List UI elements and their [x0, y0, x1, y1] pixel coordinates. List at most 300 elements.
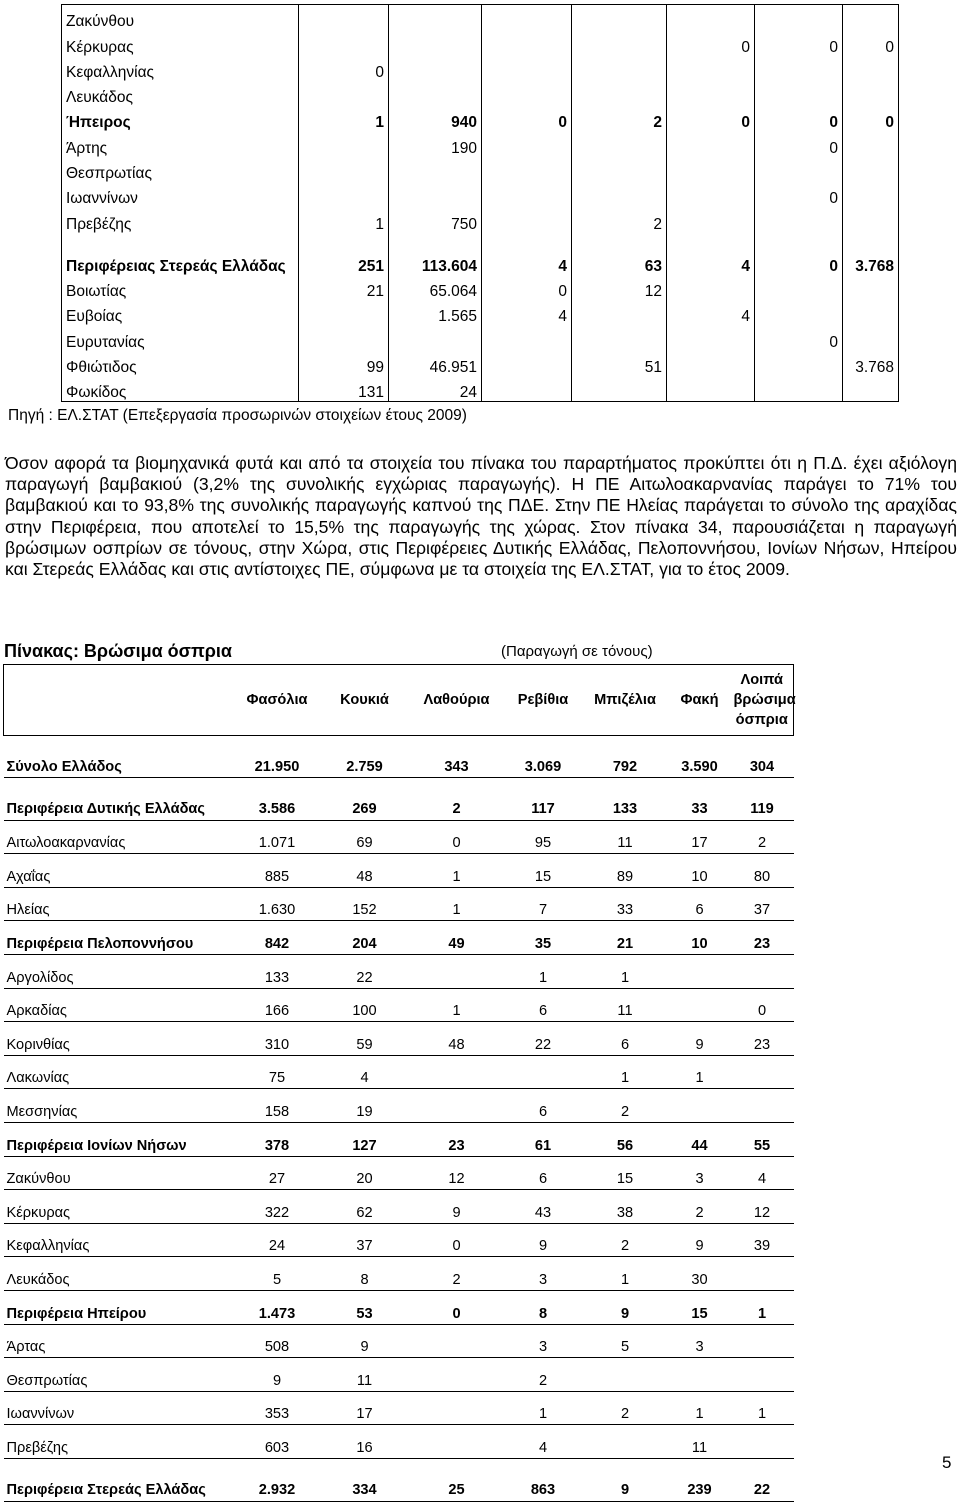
table-cell: 21: [582, 921, 669, 955]
table-cell: 15: [505, 854, 582, 888]
table-row: [62, 233, 899, 275]
table-cell: 3.069: [505, 744, 582, 777]
table-cell: 15: [669, 1290, 731, 1324]
table-cell: 23: [409, 1122, 505, 1156]
table-cell: 17: [669, 820, 731, 854]
table-cell: 9: [409, 1190, 505, 1224]
table-cell: 0: [482, 275, 572, 300]
table-cell: 99: [299, 351, 389, 376]
table-row: [4, 887, 794, 921]
table-cell: [667, 275, 755, 300]
table-cell: [389, 56, 482, 81]
row-label: Περιφέρεια Δυτικής Ελλάδας: [4, 777, 234, 820]
row-label: Λευκάδος: [4, 1257, 234, 1291]
table-row: [4, 1425, 794, 1459]
table-row: [62, 157, 899, 182]
header-cell: [4, 665, 234, 736]
row-label: Ευρυτανίας: [62, 325, 299, 350]
table-cell: [667, 325, 755, 350]
table-cell: 27: [234, 1156, 321, 1190]
table-cell: [843, 182, 899, 207]
table-cell: 23: [731, 921, 794, 955]
table-row: [62, 275, 899, 300]
table-cell: [389, 30, 482, 55]
table-cell: [572, 5, 667, 31]
table-cell: 2: [505, 1358, 582, 1392]
row-label: Αχαΐας: [4, 854, 234, 888]
table-cell: 11: [582, 988, 669, 1022]
table-cell: 48: [409, 1022, 505, 1056]
table-cell: 4: [667, 300, 755, 325]
table-cell: 1: [731, 1391, 794, 1425]
row-label: Ζακύνθου: [62, 5, 299, 31]
table-cell: [482, 351, 572, 376]
table-cell: 12: [409, 1156, 505, 1190]
table-cell: 1: [409, 988, 505, 1022]
row-label: Μεσσηνίας: [4, 1089, 234, 1123]
table-cell: 2: [582, 1391, 669, 1425]
row-label: Λευκάδος: [62, 81, 299, 106]
table-cell: [731, 1324, 794, 1358]
table-row: [62, 56, 899, 81]
table-cell: 133: [234, 954, 321, 988]
table-cell: 1: [299, 106, 389, 131]
table-cell: 1: [731, 1290, 794, 1324]
table-cell: 24: [234, 1223, 321, 1257]
table-cell: [299, 157, 389, 182]
table-cell: 16: [321, 1425, 409, 1459]
table-cell: 0: [755, 233, 843, 275]
table-cell: 5: [582, 1324, 669, 1358]
row-label: Πρεβέζης: [62, 207, 299, 232]
table-cell: [843, 5, 899, 31]
table-cell: 0: [843, 30, 899, 55]
table-cell: 39: [731, 1223, 794, 1257]
table-cell: 3.768: [843, 351, 899, 376]
table-row: [4, 854, 794, 888]
table-cell: 35: [505, 921, 582, 955]
table-row: [4, 1122, 794, 1156]
table-cell: [667, 207, 755, 232]
row-label: Άρτας: [4, 1324, 234, 1358]
table-cell: 19: [321, 1089, 409, 1123]
table-cell: 8: [505, 1290, 582, 1324]
table-cell: 603: [234, 1425, 321, 1459]
table-cell: 0: [299, 56, 389, 81]
table-row: [4, 1257, 794, 1291]
table-cell: 6: [505, 1089, 582, 1123]
table-cell: [409, 1391, 505, 1425]
table-cell: [409, 1089, 505, 1123]
table-cell: 3.768: [843, 233, 899, 275]
table-cell: 1.071: [234, 820, 321, 854]
row-label: Πρεβέζης: [4, 1425, 234, 1459]
table-cell: 46.951: [389, 351, 482, 376]
table-row: [4, 1290, 794, 1324]
header-cell: Φακή: [669, 665, 731, 736]
table-row: [4, 1022, 794, 1056]
table-cell: 1: [299, 207, 389, 232]
table-cell: 2.759: [321, 744, 409, 777]
table-cell: [482, 81, 572, 106]
table-cell: 95: [505, 820, 582, 854]
table-cell: 7: [505, 887, 582, 921]
table-cell: [843, 56, 899, 81]
table-cell: 2: [669, 1190, 731, 1224]
row-label: Λακωνίας: [4, 1055, 234, 1089]
table-cell: [572, 325, 667, 350]
table-cell: 0: [843, 106, 899, 131]
table-row: [4, 1391, 794, 1425]
table-cell: 3.586: [234, 777, 321, 820]
table-cell: 4: [482, 233, 572, 275]
table-cell: 9: [234, 1358, 321, 1392]
table-row: [62, 351, 899, 376]
table-cell: 3: [505, 1324, 582, 1358]
table-cell: [409, 1055, 505, 1089]
table-cell: 33: [669, 777, 731, 820]
table-cell: 0: [755, 30, 843, 55]
table-cell: 1.630: [234, 887, 321, 921]
table-cell: 24: [389, 376, 482, 402]
table-cell: [755, 157, 843, 182]
table-cell: 11: [321, 1358, 409, 1392]
table-cell: 4: [731, 1156, 794, 1190]
table-cell: [482, 157, 572, 182]
table-cell: 33: [582, 887, 669, 921]
table-cell: 100: [321, 988, 409, 1022]
table-cell: [843, 275, 899, 300]
table-row: [62, 30, 899, 55]
row-label: Κεφαλληνίας: [4, 1223, 234, 1257]
table-cell: 59: [321, 1022, 409, 1056]
table-cell: 310: [234, 1022, 321, 1056]
table-cell: 22: [321, 954, 409, 988]
table-cell: 1: [669, 1391, 731, 1425]
table-row: [62, 207, 899, 232]
table-cell: [669, 1358, 731, 1392]
table-cell: 11: [582, 820, 669, 854]
header-cell: Μπιζέλια: [582, 665, 669, 736]
table-cell: 269: [321, 777, 409, 820]
production-table-top: [61, 4, 899, 402]
table-cell: 1: [582, 1257, 669, 1291]
table-cell: [482, 207, 572, 232]
table-cell: 0: [755, 325, 843, 350]
table-cell: 204: [321, 921, 409, 955]
row-label: Κέρκυρας: [4, 1190, 234, 1224]
row-label: Αιτωλοακαρνανίας: [4, 820, 234, 854]
table-cell: 508: [234, 1324, 321, 1358]
table-row: [4, 1223, 794, 1257]
table-cell: [667, 131, 755, 156]
source-note: Πηγή : ΕΛ.ΣΤΑΤ (Επεξεργασία προσωρινών στοιχείων έτους 2009): [8, 407, 467, 424]
table-cell: 343: [409, 744, 505, 777]
table-row: [62, 131, 899, 156]
table-cell: 22: [505, 1022, 582, 1056]
table-cell: 113.604: [389, 233, 482, 275]
table-cell: [843, 300, 899, 325]
table-cell: [409, 1324, 505, 1358]
table-cell: [755, 81, 843, 106]
table-cell: 20: [321, 1156, 409, 1190]
row-label: Αρκαδίας: [4, 988, 234, 1022]
table-cell: [667, 182, 755, 207]
table-cell: [482, 325, 572, 350]
table-cell: 9: [582, 1290, 669, 1324]
table-cell: 61: [505, 1122, 582, 1156]
row-label: Περιφέρεια Πελοποννήσου: [4, 921, 234, 955]
table-cell: 3: [505, 1257, 582, 1291]
table-cell: 322: [234, 1190, 321, 1224]
row-label: Ηλείας: [4, 887, 234, 921]
table-cell: 127: [321, 1122, 409, 1156]
table-cell: [299, 182, 389, 207]
table-cell: [299, 81, 389, 106]
table-cell: 1: [505, 1391, 582, 1425]
table-cell: 4: [321, 1055, 409, 1089]
table-row: [4, 1190, 794, 1224]
row-label: Ευβοίας: [62, 300, 299, 325]
table-cell: [299, 30, 389, 55]
table-cell: [843, 157, 899, 182]
table-cell: [755, 56, 843, 81]
row-label: Φθιώτιδος: [62, 351, 299, 376]
table-cell: [582, 1358, 669, 1392]
table-cell: [667, 351, 755, 376]
row-label: Θεσπρωτίας: [4, 1358, 234, 1392]
table-cell: 38: [582, 1190, 669, 1224]
table-cell: 166: [234, 988, 321, 1022]
table-cell: 378: [234, 1122, 321, 1156]
table-cell: 0: [755, 106, 843, 131]
table-cell: 30: [669, 1257, 731, 1291]
table-cell: 56: [582, 1122, 669, 1156]
table-cell: [669, 954, 731, 988]
table-cell: 3.590: [669, 744, 731, 777]
row-label: Κέρκυρας: [62, 30, 299, 55]
row-label: Σύνολο Ελλάδος: [4, 744, 234, 777]
header-cell: Λαθούρια: [409, 665, 505, 736]
table-cell: 304: [731, 744, 794, 777]
table-cell: 53: [321, 1290, 409, 1324]
table-cell: [843, 131, 899, 156]
table-cell: 0: [667, 106, 755, 131]
table-cell: [389, 325, 482, 350]
table-cell: 44: [669, 1122, 731, 1156]
row-label: Θεσπρωτίας: [62, 157, 299, 182]
table-cell: 334: [321, 1458, 409, 1501]
table-row: [4, 1324, 794, 1358]
table-cell: [409, 1425, 505, 1459]
row-label: Άρτης: [62, 131, 299, 156]
table-cell: [669, 988, 731, 1022]
table-cell: [482, 56, 572, 81]
table-row: [62, 5, 899, 31]
table-cell: 23: [731, 1022, 794, 1056]
table-cell: [389, 5, 482, 31]
table-cell: 251: [299, 233, 389, 275]
table-cell: [299, 5, 389, 31]
table-cell: 6: [669, 887, 731, 921]
table-cell: [667, 56, 755, 81]
table-cell: 22: [731, 1458, 794, 1501]
page-number: 5: [942, 1453, 952, 1472]
table-cell: 0: [755, 131, 843, 156]
table-cell: [409, 954, 505, 988]
table-cell: 15: [582, 1156, 669, 1190]
table-cell: [843, 376, 899, 402]
table-cell: 863: [505, 1458, 582, 1501]
table-cell: 80: [731, 854, 794, 888]
table-cell: 1: [505, 954, 582, 988]
table-row: [4, 1089, 794, 1123]
table-cell: 6: [505, 988, 582, 1022]
table-cell: 117: [505, 777, 582, 820]
table-cell: 9: [582, 1458, 669, 1501]
table-cell: 1: [582, 954, 669, 988]
header-cell: Κουκιά: [321, 665, 409, 736]
table-cell: 0: [409, 820, 505, 854]
table-cell: 2.932: [234, 1458, 321, 1501]
table-cell: [843, 207, 899, 232]
table-row: [4, 954, 794, 988]
table-row: [62, 376, 899, 402]
table-cell: 0: [409, 1290, 505, 1324]
table-cell: [482, 376, 572, 402]
table-row: [4, 820, 794, 854]
table-cell: [572, 56, 667, 81]
table-cell: 37: [321, 1223, 409, 1257]
header-cell: Ρεβίθια: [505, 665, 582, 736]
table-row: [4, 1358, 794, 1392]
table-cell: 2: [409, 777, 505, 820]
table-cell: 133: [582, 777, 669, 820]
table-cell: [572, 30, 667, 55]
table-cell: 2: [731, 820, 794, 854]
table-cell: [482, 5, 572, 31]
row-label: Φωκίδος: [62, 376, 299, 402]
table-cell: 48: [321, 854, 409, 888]
table-cell: 11: [669, 1425, 731, 1459]
table-cell: [582, 1425, 669, 1459]
header-cell: Λοιπά βρώσιμα όσπρια: [731, 665, 794, 736]
row-label: Περιφέρεια Ιονίων Νήσων: [4, 1122, 234, 1156]
table-cell: [572, 157, 667, 182]
table-cell: 0: [667, 30, 755, 55]
table-cell: 10: [669, 921, 731, 955]
table-cell: [755, 207, 843, 232]
table-cell: [755, 351, 843, 376]
table-cell: 2: [409, 1257, 505, 1291]
table-cell: 2: [572, 207, 667, 232]
table-row: [4, 1458, 794, 1501]
table-cell: 2: [572, 106, 667, 131]
table-cell: 12: [731, 1190, 794, 1224]
table-cell: [572, 300, 667, 325]
table-unit-note: (Παραγωγή σε τόνους): [501, 643, 653, 660]
row-label: Αργολίδος: [4, 954, 234, 988]
table-cell: [482, 131, 572, 156]
table-title: Πίνακας: Βρώσιμα όσπρια: [4, 641, 232, 661]
table-cell: 353: [234, 1391, 321, 1425]
table-cell: 131: [299, 376, 389, 402]
table-cell: 75: [234, 1055, 321, 1089]
table-cell: 55: [731, 1122, 794, 1156]
table-cell: 62: [321, 1190, 409, 1224]
row-label: Περιφέρειας Στερεάς Ελλάδας: [62, 233, 299, 275]
table-cell: [389, 182, 482, 207]
table-row: [4, 1055, 794, 1089]
table-cell: 49: [409, 921, 505, 955]
table-cell: [755, 300, 843, 325]
table-cell: [299, 131, 389, 156]
row-label: Κορινθίας: [4, 1022, 234, 1056]
table-cell: [409, 1358, 505, 1392]
table-cell: 3: [669, 1324, 731, 1358]
table-cell: [731, 1055, 794, 1089]
table-cell: 750: [389, 207, 482, 232]
row-label: Περιφέρεια Ηπείρου: [4, 1290, 234, 1324]
table-cell: 1: [409, 854, 505, 888]
table-cell: 21.950: [234, 744, 321, 777]
table-cell: 842: [234, 921, 321, 955]
table-row: [4, 988, 794, 1022]
table-cell: 65.064: [389, 275, 482, 300]
table-row: [4, 744, 794, 777]
table-cell: 239: [669, 1458, 731, 1501]
row-label: Κεφαλληνίας: [62, 56, 299, 81]
row-label: Ζακύνθου: [4, 1156, 234, 1190]
table-cell: [755, 275, 843, 300]
table-cell: [389, 81, 482, 106]
table-cell: 9: [669, 1223, 731, 1257]
table-cell: 4: [667, 233, 755, 275]
table-cell: [482, 30, 572, 55]
table-cell: [505, 1055, 582, 1089]
row-label: Ήπειρος: [62, 106, 299, 131]
table-cell: 25: [409, 1458, 505, 1501]
row-label: Ιωαννίνων: [4, 1391, 234, 1425]
table-cell: [299, 300, 389, 325]
table-cell: 6: [505, 1156, 582, 1190]
table-cell: 43: [505, 1190, 582, 1224]
table-cell: 9: [505, 1223, 582, 1257]
table-cell: 1: [409, 887, 505, 921]
table-cell: 4: [505, 1425, 582, 1459]
table-cell: 17: [321, 1391, 409, 1425]
table-cell: [755, 5, 843, 31]
table-cell: 4: [482, 300, 572, 325]
table-cell: 0: [482, 106, 572, 131]
table-row: [62, 300, 899, 325]
table-row: [62, 325, 899, 350]
table-cell: 0: [731, 988, 794, 1022]
table-cell: 2: [582, 1223, 669, 1257]
table-cell: [843, 81, 899, 106]
body-paragraph: Όσον αφορά τα βιομηχανικά φυτά και από τα στοιχεία του πίνακα του παραρτήματος προκύπτει ότι η Π.Δ. έχει αξιόλογη παραγωγή βαμβακιού (3,2% της συνολικής εγχώριας παραγωγής). Η ΠΕ Αιτωλοακαρνανίας παράγει το 71% του βαμβακιού και το 93,8% της συνολικής παραγωγής καπνού της ΠΔΕ. Στην ΠΕ Ηλείας παράγεται το σύνολο της αραχίδας στην Περιφέρεια, που αποτελεί το 15,5% της παραγωγής της χώρας. Στον πίνακα 34, παρουσιάζεται η παραγωγή βρώσιμων οσπρίων σε τόνους, στην Χώρα, στις Περιφέρειες Δυτικής Ελλάδας, Πελοποννήσου, Ιονίων Νήσων, Ηπείρου και Στερεάς Ελλάδας και στις αντίστοιχες ΠΕ, σύμφωνα με τα στοιχεία της ΕΛ.ΣΤΑΤ, για το έτος 2009.: [5, 453, 957, 580]
table-cell: 37: [731, 887, 794, 921]
table-cell: [572, 376, 667, 402]
table-cell: 12: [572, 275, 667, 300]
table-cell: 1.473: [234, 1290, 321, 1324]
table-cell: [731, 1257, 794, 1291]
table-cell: 10: [669, 854, 731, 888]
table-row: [4, 921, 794, 955]
table-cell: [667, 157, 755, 182]
table-cell: [669, 1089, 731, 1123]
table-cell: 119: [731, 777, 794, 820]
